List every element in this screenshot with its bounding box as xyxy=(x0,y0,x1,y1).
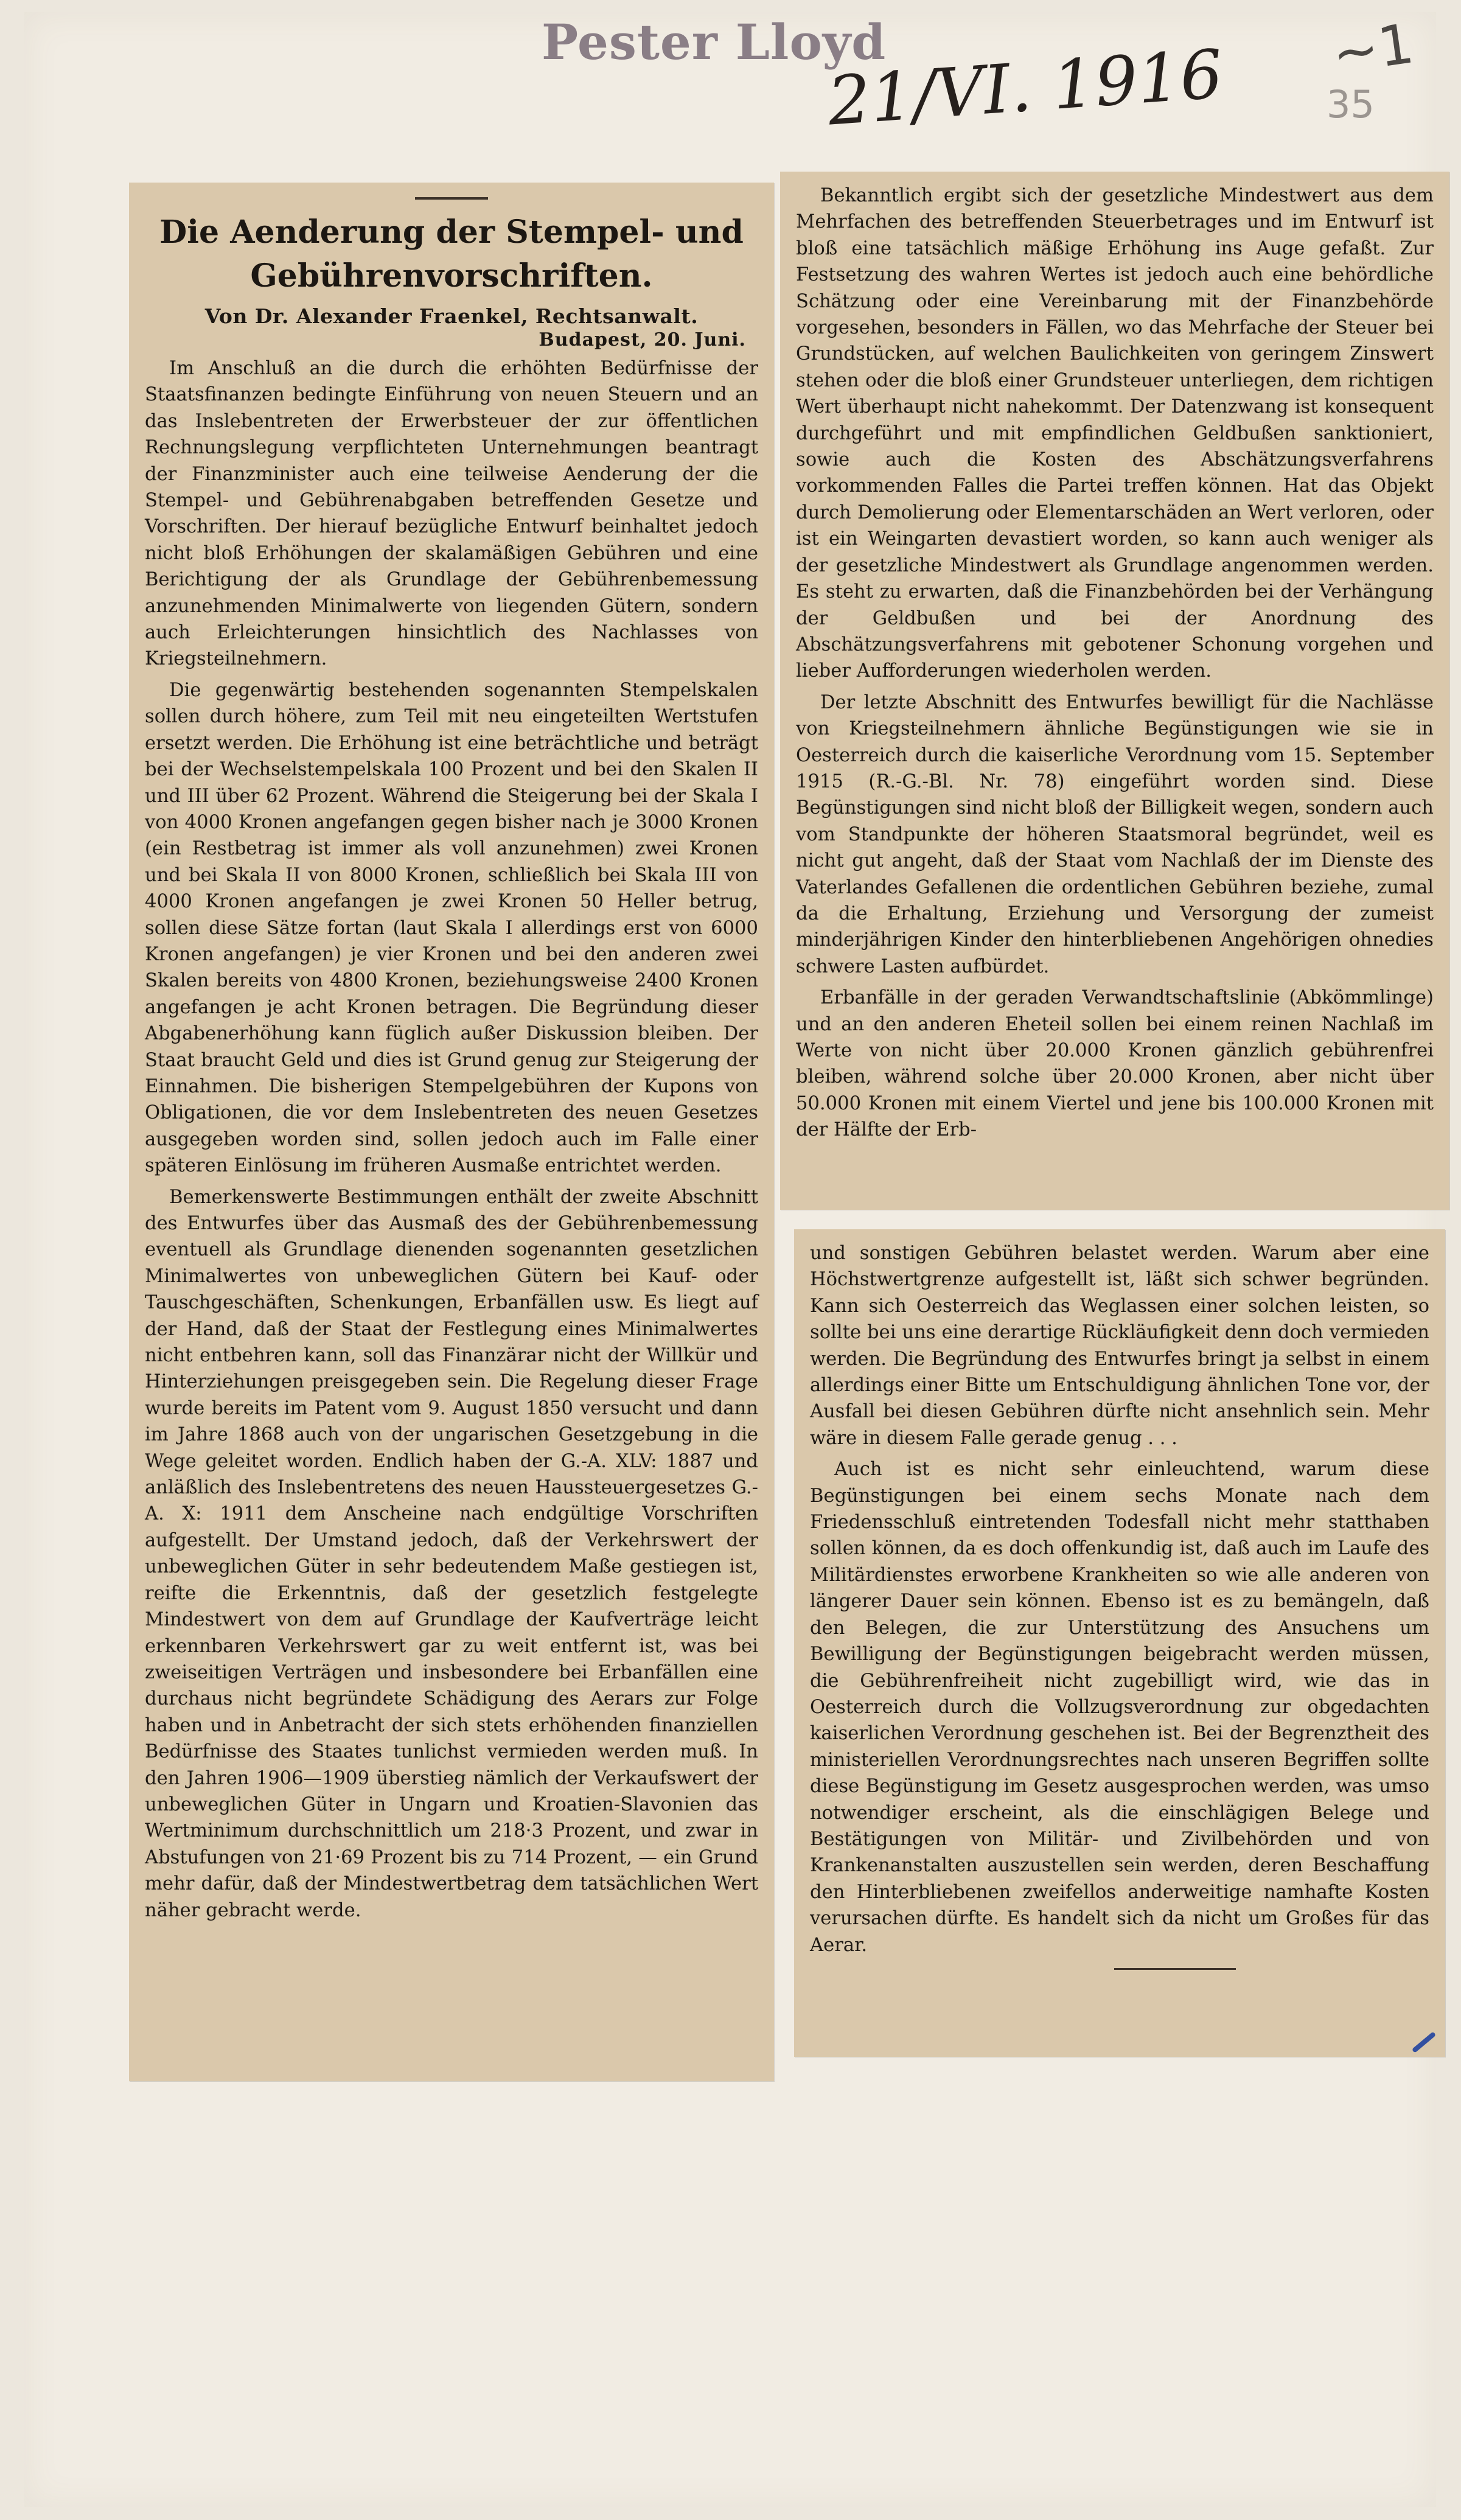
paragraph: Die gegenwärtig bestehenden sogenannten Stempelskalen sollen durch höhere, zum Teil mit neu eingeteilten Wertstufen ersetzt werden. Die Erhöhung ist eine beträchtliche und beträgt bei der Wechselstempelskala 100 Prozent und bei den Skalen II und III über 62 Prozent. Während die Steigerung bei der Skala I von 4000 Kronen angefangen gegen bisher nach je 3000 Kronen (ein Restbetrag ist immer als voll anzunehmen) zwei Kronen und bei Skala II von 8000 Kronen, schließlich bei Skala III von 4000 Kronen angefangen je zwei Kronen 50 Heller betrug, sollen diese Sätze fortan (laut Skala I allerdings erst von 6000 Kronen angefangen) je vier Kronen und bei den anderen zwei Skalen bereits von 4800 Kronen, beziehungsweise 2400 Kronen angefangen je acht Kronen betragen. Die Begründung dieser Abgabenerhöhung kann füglich außer Diskussion bleiben. Der Staat braucht Geld und dies ist Grund genug zur Steigerung der Einnahmen. Die bisherigen Stempelgebühren der Kupons von Obligationen, die vor dem Inslebentreten des neuen Gesetzes ausgegeben worden sind, sollen jedoch auch im Falle einer späteren Einlösung im früheren Ausmaße entrichtet werden. xyxy=(145,679,758,1177)
article-byline: Von Dr. Alexander Fraenkel, Rechtsanwalt. xyxy=(204,304,699,328)
paragraph: Bekanntlich ergibt sich der gesetzliche Mindestwert aus dem Mehrfachen des betreffenden Steuerbetrages und im Entwurf ist bloß eine tatsächlich mäßige Erhöhung ins Auge gefaßt. Zur Festsetzung des wahren Wertes ist jedoch auch eine behördliche Schätzung oder eine Vereinbarung mit der Finanzbehörde vorgesehen, besonders in Fällen, wo das Mehrfache der Steuer bei Grundstücken, auf welchen Baulichkeiten von geringem Zinswert stehen oder die bloß einer Grundsteuer unterliegen, dem richtigen Wert überhaupt nicht nahekommt. Der Datenzwang ist konsequent durchgeführt und mit empfindlichen Geldbußen sanktioniert, sowie auch die Kosten des Abschätzungsverfahrens vorkommenden Falles die Partei treffen können. Hat das Objekt durch Demolierung oder Elementarschäden an Wert verloren, oder ist ein Weingarten devastiert worden, so kann auch weniger als der gesetzliche Mindestwert als Grundlage angenommen werden. Es steht zu erwarten, daß die Finanzbehörden bei der Verhängung der Geldbußen und bei der Anordnung des Abschätzungsverfahrens mit gebotener Schonung vorgehen und lieber Aufforderungen wiederholen werden. xyxy=(796,185,1434,682)
pencil-page-number: 35 xyxy=(1327,82,1375,127)
clipping-right-bottom-column xyxy=(794,1229,1445,2057)
paragraph: Der letzte Abschnitt des Entwurfes bewilligt für die Nachlässe von Kriegsteilnehmern ähnliche Begünstigungen wie sie in Oesterreich durch die kaiserliche Verordnung vom 15. September 1915 (R.-G.-Bl. Nr. 78) eingeführt worden sind. Diese Begünstigungen sind nicht bloß der Billigkeit wegen, sondern auch vom Standpunkte der höheren Staatsmoral begründet, weil es nicht gut angeht, daß der Staat vom Nachlaß der im Dienste des Vaterlandes Gefallenen die ordentlichen Gebühren beziehe, zumal da die Erhaltung, Erziehung und Versorgung der zumeist minderjährigen Kinder den hinterbliebenen Angehörigen ohnedies schwere Lasten aufbürdet. xyxy=(796,691,1434,977)
title-rule xyxy=(415,197,488,200)
blue-pen-mark xyxy=(1412,2031,1436,2053)
article-end-rule xyxy=(1114,1968,1236,1970)
paragraph: Bemerkenswerte Bestimmungen enthält der zweite Abschnitt des Entwurfes über das Ausmaß des der Gebührenbemessung eventuell als Grundlage dienenden sogenannten gesetzlichen Minimalwertes von unbeweglichen Gütern bei Kauf- oder Tauschgeschäften, Schenkungen, Erbanfällen usw. Es liegt auf der Hand, daß der Staat der Festlegung eines Minimalwertes nicht entbehren kann, soll das Finanzärar nicht der Willkür und Hinterziehungen preisgegeben sein. Die Regelung dieser Frage wurde bereits im Patent vom 9. August 1850 versucht und dann im Jahre 1868 auch von der ungarischen Gesetzgebung in die Wege geleitet worden. Endlich haben der G.-A. XLV: 1887 und anläßlich des Inslebentretens des neuen Haussteuergesetzes G.-A. X: 1911 dem Anscheine nach endgültige Vorschriften aufgestellt. Der Umstand jedoch, daß der Verkehrswert der unbeweglichen Güter in sehr bedeutendem Maße gestiegen ist, reifte die Erkenntnis, daß der gesetzlich festgelegte Mindestwert von dem auf Grundlage der Kaufverträge leicht erkennbaren Verkehrswert gar zu weit entfernt ist, was bei zweiseitigen Verträgen und insbesondere bei Erbanfällen eine durchaus nicht begründete Schädigung des Aerars zur Folge haben und in Anbetracht der sich stets erhöhenden finanziellen Bedürfnisse des Staates tunlichst vermieden werden muß. In den Jahren 1906—1909 überstieg nämlich der Verkaufswert der unbeweglichen Güter in Ungarn und Kroatien-Slavonien das Wertminimum durchschnittlich um 218·3 Prozent, und zwar in Abstufungen von 21·69 Prozent bis zu 714 Prozent, — ein Grund mehr dafür, daß der Mindestwertbetrag dem tatsächlichen Wert näher gebracht werde. xyxy=(145,1186,758,1921)
pencil-mark: ~1 xyxy=(1328,12,1418,86)
clipping-right-top-column xyxy=(780,172,1449,1210)
newspaper-stamp: Pester Lloyd xyxy=(542,13,887,71)
paragraph: Erbanfälle in der geraden Verwandtschaftslinie (Abkömmlinge) und an den anderen Eheteil sollen bei einem reinen Nachlaß im Werte von nicht über 20.000 Kronen gänzlich gebührenfrei bleiben, während solche über 20.000 Kronen, aber nicht über 50.000 Kronen mit einem Viertel und jene bis 100.000 Kronen mit der Hälfte der Erb- xyxy=(796,987,1434,1141)
article-title: Die Aenderung der Stempel- und Gebührenvorschriften. xyxy=(159,214,744,295)
handwritten-date: 21/VI. 1916 xyxy=(825,35,1226,141)
paragraph: Auch ist es nicht sehr einleuchtend, warum diese Begünstigungen bei einem sechs Monate nach dem Friedensschluß eintretenden Todesfall nicht mehr statthaben sollen können, da es doch offenkundig ist, daß auch im Laufe des Militärdienstes erworbene Krankheiten so wie alle anderen von längerer Dauer sein können. Ebenso ist es zu bemängeln, daß den Belegen, die zur Unterstützung des Ansuchens um Bewilligung der Begünstigungen beigebracht werden müssen, die Gebührenfreiheit nicht zugebilligt wird, wie das in Oesterreich durch die Vollzugsverordnung zur obgedachten kaiserlichen Verordnung geschehen ist. Bei der Begrenztheit des ministeriellen Verordnungsrechtes nach unseren Begriffen sollte diese Begünstigung im Gesetz ausgesprochen werden, was umso notwendiger erscheint, als die einschlägigen Belege und Bestätigungen von Militär- und Zivilbehörden und von Krankenanstalten auszustellen sein werden, deren Beschaffung den Hinterbliebenen zweifellos anderweitige namhafte Kosten verursachen dürfte. Es handelt sich da nicht um Großes für das Aerar. xyxy=(810,1459,1429,1956)
paragraph: und sonstigen Gebühren belastet werden. Warum aber eine Höchstwertgrenze aufgestellt ist, läßt sich schwer begründen. Kann sich Oesterreich das Weglassen einer solchen leisten, so sollte bei uns eine derartige Rückläufigkeit denn doch vermieden werden. Die Begründung des Entwurfes bringt ja selbst in einem allerdings einer Bitte um Entschuldigung ähnlichen Tone vor, der Ausfall bei diesen Gebühren dürfte nicht ansehnlich sein. Mehr wäre in diesem Falle gerade genug . . . xyxy=(810,1243,1429,1449)
paragraph: Im Anschluß an die durch die erhöhten Bedürfnisse der Staatsfinanzen bedingte Einführung von neuen Steuern und an das Inslebentreten der Erwerbsteuer der zur öffentlichen Rechnungslegung verpflichteten Unternehmungen beantragt der Finanzminister auch eine teilweise Aenderung der die Stempel- und Gebührenabgaben betreffenden Gesetze und Vorschriften. Der hierauf bezügliche Entwurf beinhaltet jedoch nicht bloß Erhöhungen der skalamäßigen Gebühren und eine Berichtigung der als Grundlage der Gebührenbemessung anzunehmenden Minimalwerte von liegenden Gütern, sondern auch Erleichterungen hinsichtlich des Nachlasses von Kriegsteilnehmern. xyxy=(145,358,758,670)
article-dateline: Budapest, 20. Juni. xyxy=(539,329,746,351)
clipping-left-column xyxy=(129,183,774,2081)
